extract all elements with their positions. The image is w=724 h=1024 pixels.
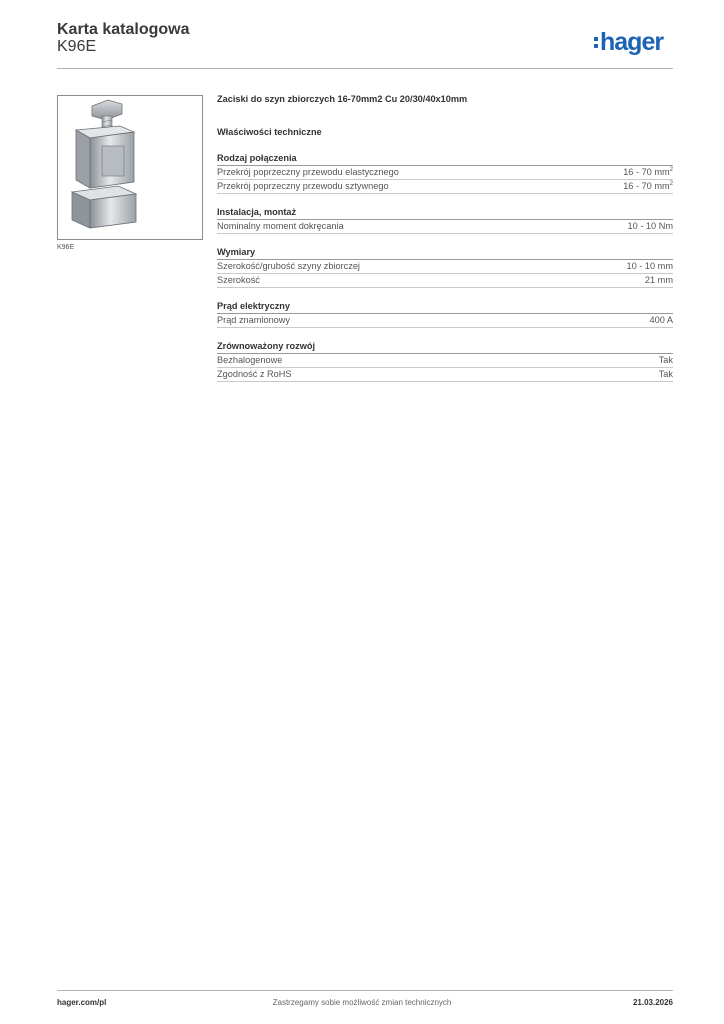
group-title: Zrównoważony rozwój (217, 340, 673, 354)
properties-heading: Właściwości techniczne (217, 127, 322, 137)
property-row (217, 220, 673, 234)
group-title: Rodzaj połączenia (217, 152, 673, 166)
property-row (217, 260, 673, 274)
property-label: Bezhalogenowe (217, 355, 283, 365)
property-value: 10 - 10 mm (626, 261, 673, 271)
footer-divider (57, 990, 673, 991)
property-group (217, 152, 673, 194)
group-title: Wymiary (217, 246, 673, 260)
group-title: Prąd elektryczny (217, 300, 673, 314)
logo-text: hager (600, 28, 664, 56)
property-group (217, 340, 673, 382)
footer-date: 21.03.2026 (632, 998, 673, 1007)
property-label: Szerokość (217, 275, 260, 285)
product-image (57, 95, 203, 240)
property-label: Szerokość/grubość szyny zbiorczej (217, 261, 360, 271)
busbar-clamp-icon (58, 96, 202, 239)
document-title: Karta katalogowa (57, 21, 190, 38)
property-group (217, 300, 673, 328)
property-row (217, 166, 673, 180)
property-label: Nominalny moment dokręcania (217, 221, 344, 231)
property-value: Tak (658, 355, 673, 365)
property-row (217, 314, 673, 328)
hager-logo[interactable] (594, 28, 663, 56)
property-label: Zgodność z RoHS (217, 369, 292, 379)
property-value: Tak (658, 369, 673, 379)
image-caption: K96E (57, 244, 75, 251)
property-value: 400 A (649, 315, 673, 325)
property-row (217, 354, 673, 368)
property-label: Prąd znamionowy (217, 315, 291, 325)
property-value: 21 mm (644, 275, 673, 285)
footer-note: Zastrzegamy sobie możliwość zmian technicznych (272, 998, 452, 1007)
property-group (217, 246, 673, 288)
property-row (217, 180, 673, 194)
property-value: 10 - 10 Nm (627, 221, 673, 231)
property-row (217, 274, 673, 288)
group-title: Instalacja, montaż (217, 206, 673, 220)
product-description: Zaciski do szyn zbiorczych 16-70mm2 Cu 20/30/40x10mm (217, 94, 468, 104)
footer-website-link[interactable]: hager.com/pl (57, 998, 107, 1007)
header-divider (57, 68, 673, 69)
property-value: 16 - 70 $mm^2$ (623, 181, 673, 191)
logo-colon-icon (594, 37, 598, 48)
property-label: Przekrój poprzeczny przewodu sztywnego (217, 181, 389, 191)
property-value: 16 - 70 $mm^2$ (623, 167, 673, 177)
property-label: Przekrój poprzeczny przewodu elastycznego (217, 167, 399, 177)
property-group (217, 206, 673, 234)
product-details (217, 94, 673, 394)
product-code: K96E (57, 38, 97, 55)
property-row (217, 368, 673, 382)
